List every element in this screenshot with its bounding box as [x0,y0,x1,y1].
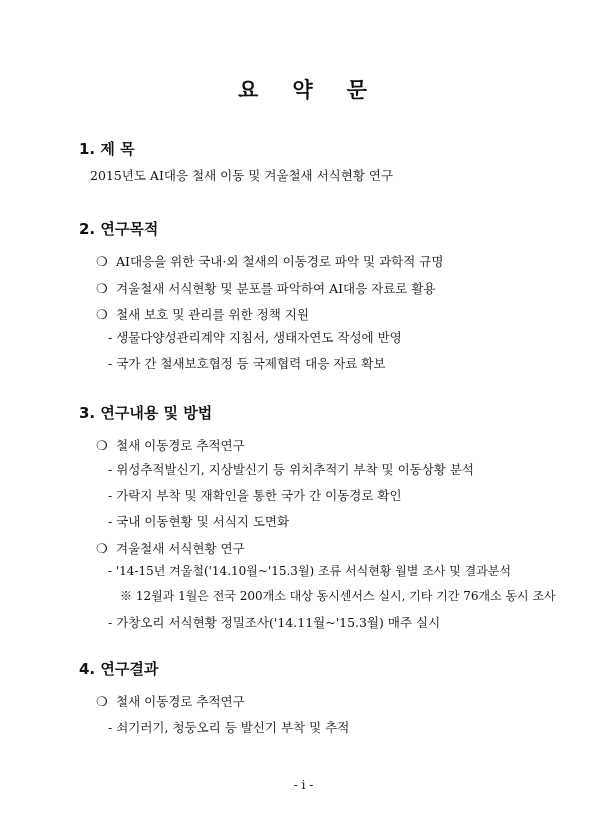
bullet-circle-icon: ❍ [96,308,108,323]
list-item-text: 철새 이동경로 추적연구 [116,438,245,453]
title-char: 문 [346,78,369,102]
section-heading-methods: 3. 연구내용 및 방법 [79,404,213,422]
section-heading-title: 1. 제 목 [79,140,135,158]
sub-list-item: - 국내 이동현황 및 서식지 도면화 [108,514,290,529]
bullet-circle-icon: ❍ [96,439,108,454]
study-title-text: 2015년도 AI대응 철새 이동 및 겨울철새 서식현황 연구 [90,168,394,183]
list-item-text: 철새 이동경로 추적연구 [116,694,245,709]
list-item-text: 철새 보호 및 관리를 위한 정책 지원 [116,307,309,322]
bullet-circle-icon: ❍ [96,255,108,270]
bullet-circle-icon: ❍ [96,282,108,297]
sub-list-item: - 가창오리 서식현황 정밀조사('14.11월~'15.3월) 매주 실시 [108,615,441,630]
title-char: 요 [238,78,261,102]
list-item-text: 겨울철새 서식현황 및 분포를 파악하여 AI대응 자료로 활용 [116,281,436,296]
list-item-text: AI대응을 위한 국내·외 철새의 이동경로 파악 및 과학적 규명 [116,254,444,269]
page-title [0,74,607,104]
sub-list-item: - 생물다양성관리계약 지침서, 생태자연도 작성에 반영 [108,330,402,345]
sub-list-item: - 가락지 부착 및 재확인을 통한 국가 간 이동경로 확인 [108,488,402,503]
section-heading-purpose: 2. 연구목적 [79,220,159,238]
note-item: ※ 12월과 1월은 전국 200개소 대상 동시센서스 실시, 기타 기간 76개소 동시 조사 [120,589,556,603]
list-item [96,436,245,454]
bullet-circle-icon: ❍ [96,695,108,710]
sub-list-item: - 국가 간 철새보호협정 등 국제협력 대응 자료 확보 [108,356,386,371]
title-char: 약 [292,78,315,102]
list-item [96,252,443,270]
page-number: - i - [293,778,314,792]
list-item [96,539,245,557]
sub-list-item: - '14-15년 겨울철('14.10월~'15.3월) 조류 서식현황 월별 조사 및 결과분석 [108,564,511,578]
list-item-text: 겨울철새 서식현황 연구 [116,541,245,556]
sub-list-item: - 위성추적발신기, 지상발신기 등 위치추적기 부착 및 이동상황 분석 [108,462,475,477]
section-heading-results: 4. 연구결과 [79,660,159,678]
sub-list-item: - 쇠기러기, 청둥오리 등 발신기 부착 및 추적 [108,720,350,735]
list-item [96,279,436,297]
list-item [96,305,309,323]
bullet-circle-icon: ❍ [96,542,108,557]
list-item [96,692,245,710]
